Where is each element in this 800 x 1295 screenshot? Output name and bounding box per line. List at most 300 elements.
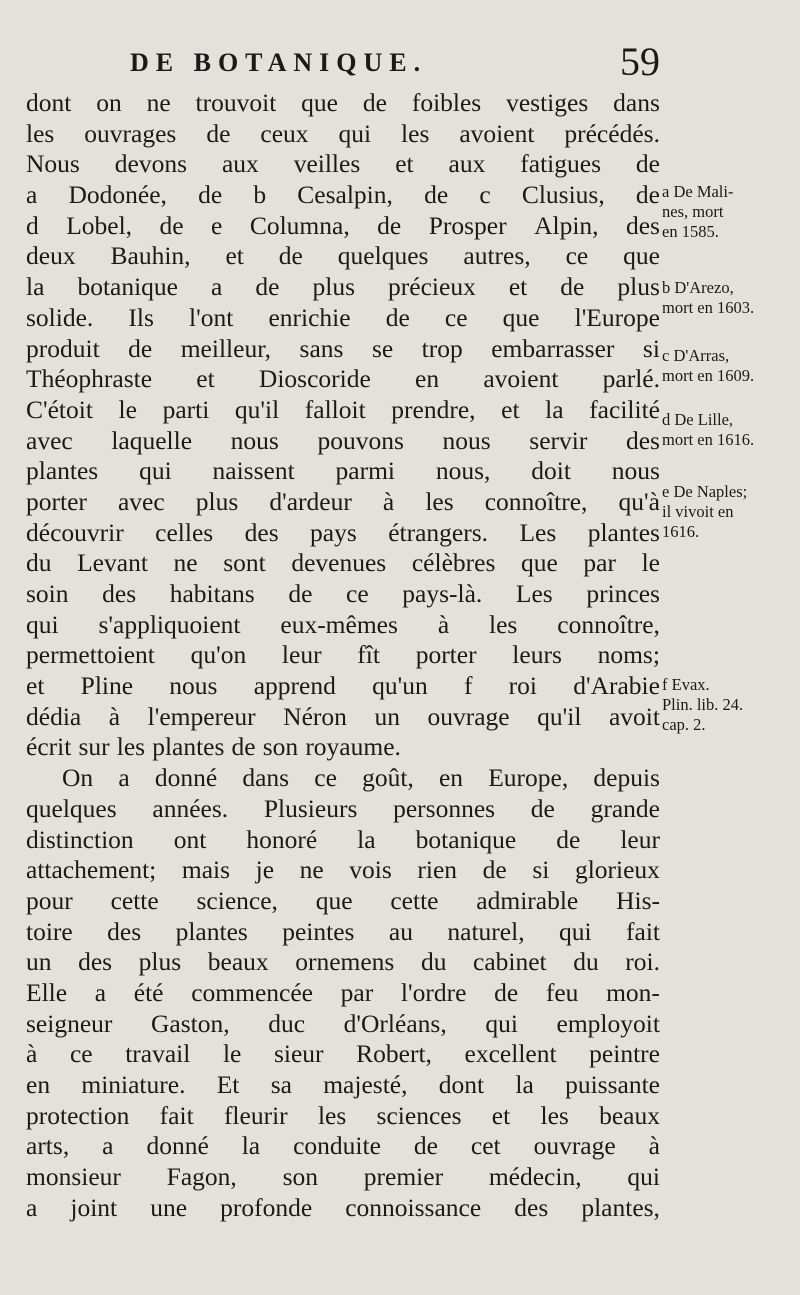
word: plus (312, 272, 356, 302)
word: cette (390, 885, 439, 915)
word: sciences (376, 1100, 462, 1130)
margin-note-f (662, 675, 792, 735)
word: science, (196, 885, 278, 915)
word: nous (230, 425, 279, 455)
word: royaume. (305, 732, 401, 762)
word: Les (515, 579, 553, 608)
margin-note-line: 1616. (662, 522, 700, 541)
word: dans (242, 763, 290, 793)
word: parmi (335, 456, 395, 486)
word: arts, (26, 1131, 70, 1161)
margin-note-e (662, 482, 792, 542)
word: Et (216, 1070, 240, 1099)
margin-note-line: il vivoit en (662, 502, 734, 521)
word: à (382, 486, 395, 516)
word: goût, (362, 763, 414, 793)
word: depuis (593, 763, 660, 793)
margin-note-b (662, 278, 792, 318)
word: leur (281, 640, 322, 670)
word: que (301, 88, 338, 117)
word: qui (26, 609, 59, 639)
word: ce (565, 241, 589, 271)
word: prendre, (391, 394, 476, 424)
word: eux-mêmes (280, 609, 398, 639)
text-line (26, 364, 660, 395)
word: s'appliquoient (98, 609, 241, 639)
text-line (26, 978, 660, 1009)
word: dont (26, 88, 72, 117)
text-line (26, 732, 660, 763)
word: avec (117, 486, 165, 516)
word: qu'à (618, 486, 660, 516)
margin-note-a (662, 182, 792, 242)
word: en (415, 364, 440, 394)
running-header (130, 39, 660, 92)
word: de (424, 180, 449, 210)
margin-note-line: d De Lille, (662, 410, 734, 429)
word: fatigues (520, 149, 601, 179)
text-line (26, 88, 660, 119)
word: botanique (415, 824, 517, 854)
word: deux (26, 241, 76, 271)
text-line (26, 671, 660, 702)
word: des (102, 579, 137, 608)
word: majesté, (323, 1070, 408, 1099)
word: les (540, 1100, 569, 1130)
word: celles (155, 517, 214, 547)
word: d (26, 210, 39, 240)
word: et (196, 364, 215, 394)
word: Ils (128, 302, 154, 332)
word: que (623, 241, 660, 271)
text-line (26, 395, 660, 426)
word: de (288, 579, 313, 608)
word: c (479, 180, 491, 210)
word: médecin, (488, 1162, 582, 1192)
word: des (625, 425, 660, 455)
word: ce (69, 1039, 93, 1069)
word: naissent (212, 456, 295, 486)
main-text-block (26, 88, 660, 1223)
word: Nous (26, 149, 80, 179)
word: Robert, (356, 1039, 432, 1069)
word: Lobel, (66, 210, 133, 240)
word: personnes (393, 793, 496, 823)
word: joint (70, 1192, 118, 1222)
word: avoit (608, 701, 660, 731)
margin-note-line: nes, mort (662, 202, 724, 221)
text-line (26, 211, 660, 242)
word: f (463, 671, 473, 701)
word: si (642, 333, 660, 363)
word: de (560, 272, 585, 302)
word: fleurir (223, 1100, 288, 1130)
word: travail (125, 1039, 191, 1069)
running-head-title: DE BOTANIQUE. (130, 48, 428, 77)
word: des (78, 947, 113, 977)
margin-note-line: mort en 1616. (662, 430, 755, 449)
word: aux (221, 149, 259, 179)
word: dans (613, 88, 660, 117)
word: Prosper (428, 210, 507, 240)
word: connoître, (484, 486, 588, 516)
word: précieux (388, 272, 476, 302)
margin-note-line: c D'Arras, (662, 346, 730, 365)
word: Néron (283, 701, 347, 731)
word: de (413, 1131, 438, 1161)
word: feu (545, 977, 579, 1007)
word: aux (448, 149, 486, 179)
word: autres, (463, 241, 531, 271)
text-line (26, 1009, 660, 1040)
text-line (26, 702, 660, 733)
word: qui (485, 1008, 518, 1038)
word: cabinet (473, 947, 547, 977)
word: plantes (152, 732, 225, 762)
word: parlé. (602, 364, 660, 394)
word: a (211, 272, 223, 302)
word: beaux (599, 1100, 660, 1130)
text-line (26, 917, 660, 948)
margin-note-d (662, 410, 792, 450)
word: ornemens (295, 947, 395, 977)
text-line (26, 426, 660, 457)
word: le (641, 548, 660, 578)
text-line (26, 794, 660, 825)
word: trouvoit (195, 88, 277, 117)
word: Pline (80, 671, 134, 701)
word: de (494, 977, 519, 1007)
word: la (515, 1070, 534, 1099)
word: les (26, 118, 55, 148)
word: falloit (304, 394, 366, 424)
word: nous, (435, 456, 491, 486)
word: Dioscoride (258, 364, 371, 394)
word: Europe, (488, 763, 569, 793)
word: mais (181, 855, 231, 885)
word: que (315, 885, 353, 915)
word: qui (559, 916, 592, 946)
word: ce (314, 763, 337, 793)
word: et (395, 149, 414, 179)
text-line (26, 825, 660, 856)
word: miniature. (81, 1070, 186, 1099)
word: de (635, 149, 660, 179)
word: et (225, 241, 244, 271)
word: que (502, 302, 540, 332)
word: ouvrage (533, 1131, 616, 1161)
word: servir (529, 425, 588, 455)
word: des (514, 1192, 549, 1222)
word: excellent (464, 1039, 557, 1069)
word: d'Orléans, (343, 1008, 447, 1038)
word: le (222, 1039, 242, 1069)
word: ne (299, 855, 324, 885)
word: ne (173, 548, 198, 578)
word: les (116, 732, 146, 762)
word: d'ardeur (269, 486, 352, 516)
word: trop (421, 333, 463, 363)
text-line (26, 548, 660, 579)
word: rien (417, 855, 458, 885)
margin-note-line: mort en 1609. (662, 366, 755, 385)
word: ne (146, 88, 171, 117)
word: pays (310, 517, 357, 547)
word: de (377, 210, 402, 240)
word: en (26, 1070, 51, 1099)
word: à (648, 1131, 660, 1161)
word: a (26, 1192, 38, 1222)
word: ouvrage (427, 701, 510, 731)
word: noms; (597, 640, 660, 670)
text-line (26, 855, 660, 886)
word: de (198, 180, 223, 210)
word: par (583, 548, 616, 578)
word: Elle (26, 977, 68, 1007)
word: une (150, 1192, 188, 1222)
word: des (107, 916, 142, 946)
word: commencée (191, 977, 313, 1007)
word: a (26, 180, 38, 210)
word: on (96, 88, 122, 117)
word: un (374, 701, 400, 731)
word: naturel, (447, 916, 525, 946)
word: C'étoit (26, 394, 93, 424)
word: en (438, 763, 464, 793)
word: laquelle (111, 425, 193, 455)
word: devenues (291, 548, 387, 578)
word: a (118, 763, 130, 793)
word: veilles (293, 149, 361, 179)
margin-note-line: e De Naples; (662, 482, 748, 501)
word: permettoient (26, 640, 155, 670)
word: Cesalpin, (297, 180, 393, 210)
word: sieur (273, 1039, 324, 1069)
text-line (26, 149, 660, 180)
word: que (520, 548, 558, 578)
word: sa (270, 1070, 292, 1099)
word: plus (138, 947, 182, 977)
word: foibles (411, 88, 482, 117)
word: leur (620, 824, 660, 854)
word: à (108, 701, 121, 731)
word: de (556, 824, 581, 854)
word: Les (519, 517, 557, 547)
text-line (26, 487, 660, 518)
word: étrangers. (388, 517, 489, 547)
word: les (489, 609, 518, 639)
word: Alpin, (534, 210, 599, 240)
word: seigneur (26, 1008, 113, 1038)
word: porter (415, 640, 477, 670)
word: plus (195, 486, 239, 516)
word: un (26, 947, 52, 977)
word: nous (169, 671, 218, 701)
word: Théophraste (26, 364, 153, 394)
word: et (508, 272, 528, 302)
text-line (26, 579, 660, 610)
word: peintre (589, 1039, 660, 1069)
word: dont (438, 1070, 485, 1099)
word: la (545, 394, 564, 424)
word: qui (627, 1162, 660, 1192)
word: Gaston, (151, 1008, 230, 1038)
word: habitans (169, 579, 255, 608)
word: fait (626, 916, 660, 946)
word: de (206, 118, 231, 148)
word: roi (508, 671, 537, 701)
word: la (241, 1131, 261, 1161)
word: fît (357, 640, 380, 670)
word: de (128, 333, 153, 363)
word: du (26, 548, 52, 578)
word: grande (590, 793, 660, 823)
word: l'ordre (400, 977, 467, 1007)
word: ce (444, 302, 468, 332)
word: écrit (26, 732, 72, 762)
text-line (26, 1070, 660, 1101)
word: d'Arabie (573, 671, 660, 701)
word: duc (268, 1008, 306, 1038)
word: célèbres (411, 548, 496, 578)
word: si (532, 855, 550, 885)
word: plantes (175, 916, 248, 946)
word: vois (349, 855, 392, 885)
word: solide. (26, 302, 94, 332)
word: devons (114, 149, 188, 179)
word: puissante (565, 1070, 660, 1099)
word: plantes (26, 456, 99, 486)
word: découvrir (26, 517, 124, 547)
margin-note-c (662, 346, 792, 386)
word: quelques (337, 241, 429, 271)
word: apprend (253, 671, 336, 701)
margin-note-line: a De Mali- (662, 182, 734, 201)
word: princes (586, 579, 660, 608)
margin-note-line: f Evax. (662, 675, 710, 694)
word: qu'on (190, 640, 247, 670)
word: qui (338, 118, 372, 148)
word: facilité (589, 394, 660, 424)
word: conduite (293, 1131, 381, 1161)
text-line (26, 303, 660, 334)
word: de (635, 180, 660, 210)
word: donné (154, 763, 218, 793)
word: avoient (483, 364, 559, 394)
page-number: 59 (620, 39, 660, 84)
word: peintes (282, 916, 355, 946)
word: la (357, 824, 376, 854)
word: sont (223, 548, 266, 578)
word: embarrasser (491, 333, 615, 363)
word: mon- (606, 977, 660, 1007)
word: a (94, 977, 107, 1007)
word: His- (616, 885, 660, 915)
word: honoré (246, 824, 318, 854)
word: enrichie (268, 302, 351, 332)
word: profonde (220, 1192, 313, 1222)
word: pays-là. (402, 579, 483, 608)
text-line (26, 119, 660, 150)
word: des (625, 210, 660, 240)
word: son (262, 732, 299, 762)
word: les (401, 118, 430, 148)
word: précédés. (564, 118, 660, 148)
word: qu'il (234, 394, 280, 424)
word: produit (26, 333, 100, 363)
text-line (26, 334, 660, 365)
word: années. (152, 793, 229, 823)
text-line (26, 180, 660, 211)
word: qu'il (537, 701, 582, 731)
word: cet (470, 1131, 501, 1161)
word: je (255, 855, 275, 885)
word: la (26, 272, 45, 302)
word: Dodonée, (68, 180, 167, 210)
text-line (26, 272, 660, 303)
word: du (420, 947, 447, 977)
word: Plusieurs (263, 793, 358, 823)
word: parti (162, 394, 210, 424)
word: avec (26, 425, 73, 455)
word: a (102, 1131, 114, 1161)
word: les (425, 486, 454, 516)
word: le (118, 394, 137, 424)
word: qui (139, 456, 172, 486)
word: pour (26, 885, 73, 915)
word: qu'un (372, 671, 428, 701)
word: Fagon, (166, 1162, 237, 1192)
word: toire (26, 916, 73, 946)
word: doit (531, 456, 571, 486)
text-line (26, 1162, 660, 1193)
text-line (26, 1193, 660, 1224)
text-line (26, 518, 660, 549)
word: ceux (260, 118, 309, 148)
word: des (244, 517, 279, 547)
word: pouvons (317, 425, 404, 455)
word: beaux (207, 947, 269, 977)
word: par (340, 977, 374, 1007)
word: admirable (476, 885, 579, 915)
word: vestiges (506, 88, 589, 117)
word: les (317, 1100, 347, 1130)
text-line (26, 1039, 660, 1070)
word: connoître, (557, 609, 660, 639)
word: de (385, 302, 410, 332)
word: On (62, 763, 94, 793)
text-line (26, 456, 660, 487)
word: plus (617, 272, 660, 302)
word: de (362, 88, 387, 117)
word: donné (146, 1131, 209, 1161)
word: roi. (625, 947, 660, 977)
word: soin (26, 579, 69, 608)
word: distinction (26, 824, 134, 854)
text-line (26, 763, 660, 794)
word: de (231, 732, 256, 762)
word: protection (26, 1100, 130, 1130)
word: e (211, 210, 223, 240)
word: cette (110, 885, 159, 915)
word: nous (611, 456, 660, 486)
word: Clusius, (521, 180, 605, 210)
margin-note-line: en 1585. (662, 222, 719, 241)
word: monsieur (26, 1162, 121, 1192)
word: b (253, 180, 267, 210)
word: glorieux (574, 855, 660, 885)
word: ce (346, 579, 369, 608)
